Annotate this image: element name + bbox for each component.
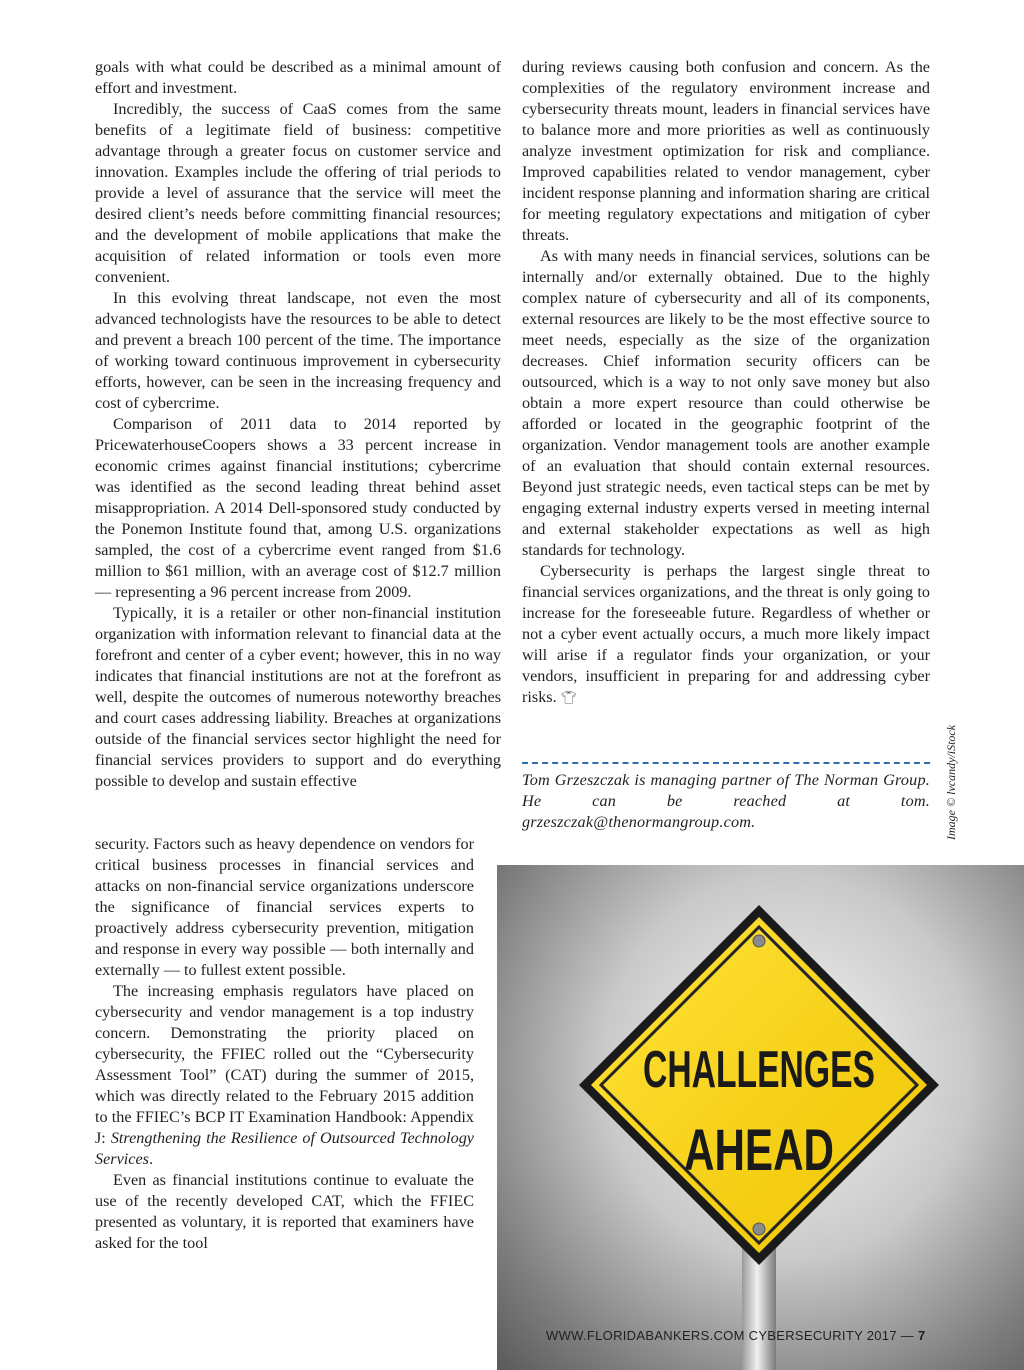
- paragraph-text: The increasing emphasis regulators have placed on cybersecurity and vendor management is a top industry concern. Demonstrating the priority placed on cybersecurity, the FFIEC rolled out the “Cybersecurity Assessment Tool” (CAT) during the summer of 2015, which was directly related to the February 2015 addition to the FFIEC’s BCP IT Examination Handbook: Appendix J:: [95, 982, 474, 1147]
- end-mark-icon: 👕︎: [560, 691, 578, 706]
- paragraph: Even as financial institutions continue to evaluate the use of the recently developed CAT, which the FFIEC presented as voluntary, it is reported that examiners have asked for the tool: [95, 1171, 474, 1252]
- appendix-title: Strengthening the Resilience of Outsourced Technology Services: [95, 1129, 474, 1168]
- paragraph: Comparison of 2011 data to 2014 reported by PricewaterhouseCoopers shows a 33 percent increase in economic crimes against financial institutions; cybercrime was identified as the second leading threat behind asset misappropriation. A 2014 Dell-sponsored study conducted by the Ponemon Institute found that, among U.S. organizations sampled, the cost of a cybercrime event ranged from $1.6 million to $61 million, with an average cost of $12.7 million — representing a 96 percent increase from 2009.: [95, 415, 501, 601]
- paragraph: As with many needs in financial services, solutions can be internally and/or externally obtained. Due to the highly complex nature of cybersecurity and all of its components, external resources are likely to be the most effective source to meet needs, especially as the size of the organization decreases. Chief information security officers can be outsourced, which is a way to not only save money but also obtain a more expert resource than could otherwise be afforded or located in the geographic footprint of the organization. Vendor management tools are another example of an evaluation that should contain external resources. Beyond just strategic needs, even tactical steps can be met by engaging external industry experts versed in meeting internal and external stakeholder expectations as well as high standards for technology.: [522, 247, 930, 559]
- sign-line-1: CHALLENGES: [643, 1041, 875, 1099]
- paragraph: Incredibly, the success of CaaS comes from the same benefits of a legitimate field of business: competitive advantage through a greater focus on customer service and innovation. Examples include the offering of trial periods to provide a level of assurance that the service will meet the desired client’s needs before committing financial resources; and the development of mobile applications that make the acquisition of related information or tools even more convenient.: [95, 100, 501, 286]
- image-credit: Image © lvcandy/iStock: [944, 724, 958, 840]
- paragraph: [95, 981, 474, 1170]
- paragraph-text: .: [148, 1150, 153, 1168]
- sign-line-2: AHEAD: [684, 1118, 834, 1183]
- paragraph-text: Cybersecurity is perhaps the largest single threat to financial services organizations, and the threat is only going to increase for the foreseeable future. Regardless of whether or not a cyber event actually occurs, a much more likely impact will arise if a regulator finds your organization, or your vendors, insufficient in preparing for and addressing cyber risks.: [522, 562, 930, 706]
- paragraph: during reviews causing both confusion and concern. As the complexities of the regulatory environment increase and cybersecurity threats mount, leaders in financial services have to balance more and more priorities as well as continuously analyze investment optimization for risk and compliance. Improved capabilities related to vendor management, cyber incident response planning and information sharing are critical for meeting regulatory expectations and mitigation of cyber threats.: [522, 58, 930, 244]
- page-number: 7: [918, 1328, 926, 1343]
- paragraph: security. Factors such as heavy dependence on vendors for critical business processes in financial services and attacks on non-financial service organizations underscore the significance of financial services experts to proactively address cybersecurity prevention, mitigation and response in every way possible — both internally and externally — to fullest extent possible.: [95, 835, 474, 979]
- challenges-ahead-photo: [497, 865, 1024, 1370]
- footer-issue: CYBERSECURITY 2017 —: [748, 1328, 915, 1343]
- sign-bolt-top: [753, 935, 765, 947]
- paragraph: Typically, it is a retailer or other non-financial institution organization with information relevant to financial data at the forefront and center of a cyber event; however, this in no way indicates that financial institutions are not at the forefront as well, despite the outcomes of numerous noteworthy breaches and court cases addressing liability. Breaches at organizations outside of the financial services sector highlight the need for financial services providers to support and do everything possible to develop and sustain effective: [95, 604, 501, 790]
- sign-bolt-bottom: [753, 1223, 765, 1235]
- author-bio: Tom Grzeszczak is managing partner of The Norman Group. He can be reached at tom. grzeszczak@thenormangroup.com.: [522, 771, 930, 831]
- bio-divider: [522, 762, 930, 764]
- paragraph: goals with what could be described as a minimal amount of effort and investment.: [95, 58, 501, 97]
- left-column-upper: [95, 57, 501, 792]
- paragraph: [522, 561, 930, 709]
- road-sign-illustration: [497, 865, 1024, 1370]
- footer-website: WWW.FLORIDABANKERS.COM: [546, 1328, 745, 1343]
- page-footer: [546, 1328, 926, 1343]
- paragraph: In this evolving threat landscape, not even the most advanced technologists have the resources to be able to detect and prevent a breach 100 percent of the time. The importance of working toward continuous improvement in cybersecurity efforts, however, can be seen in the increasing frequency and cost of cybercrime.: [95, 289, 501, 412]
- left-column-lower: [95, 834, 474, 1254]
- right-column: [522, 57, 930, 709]
